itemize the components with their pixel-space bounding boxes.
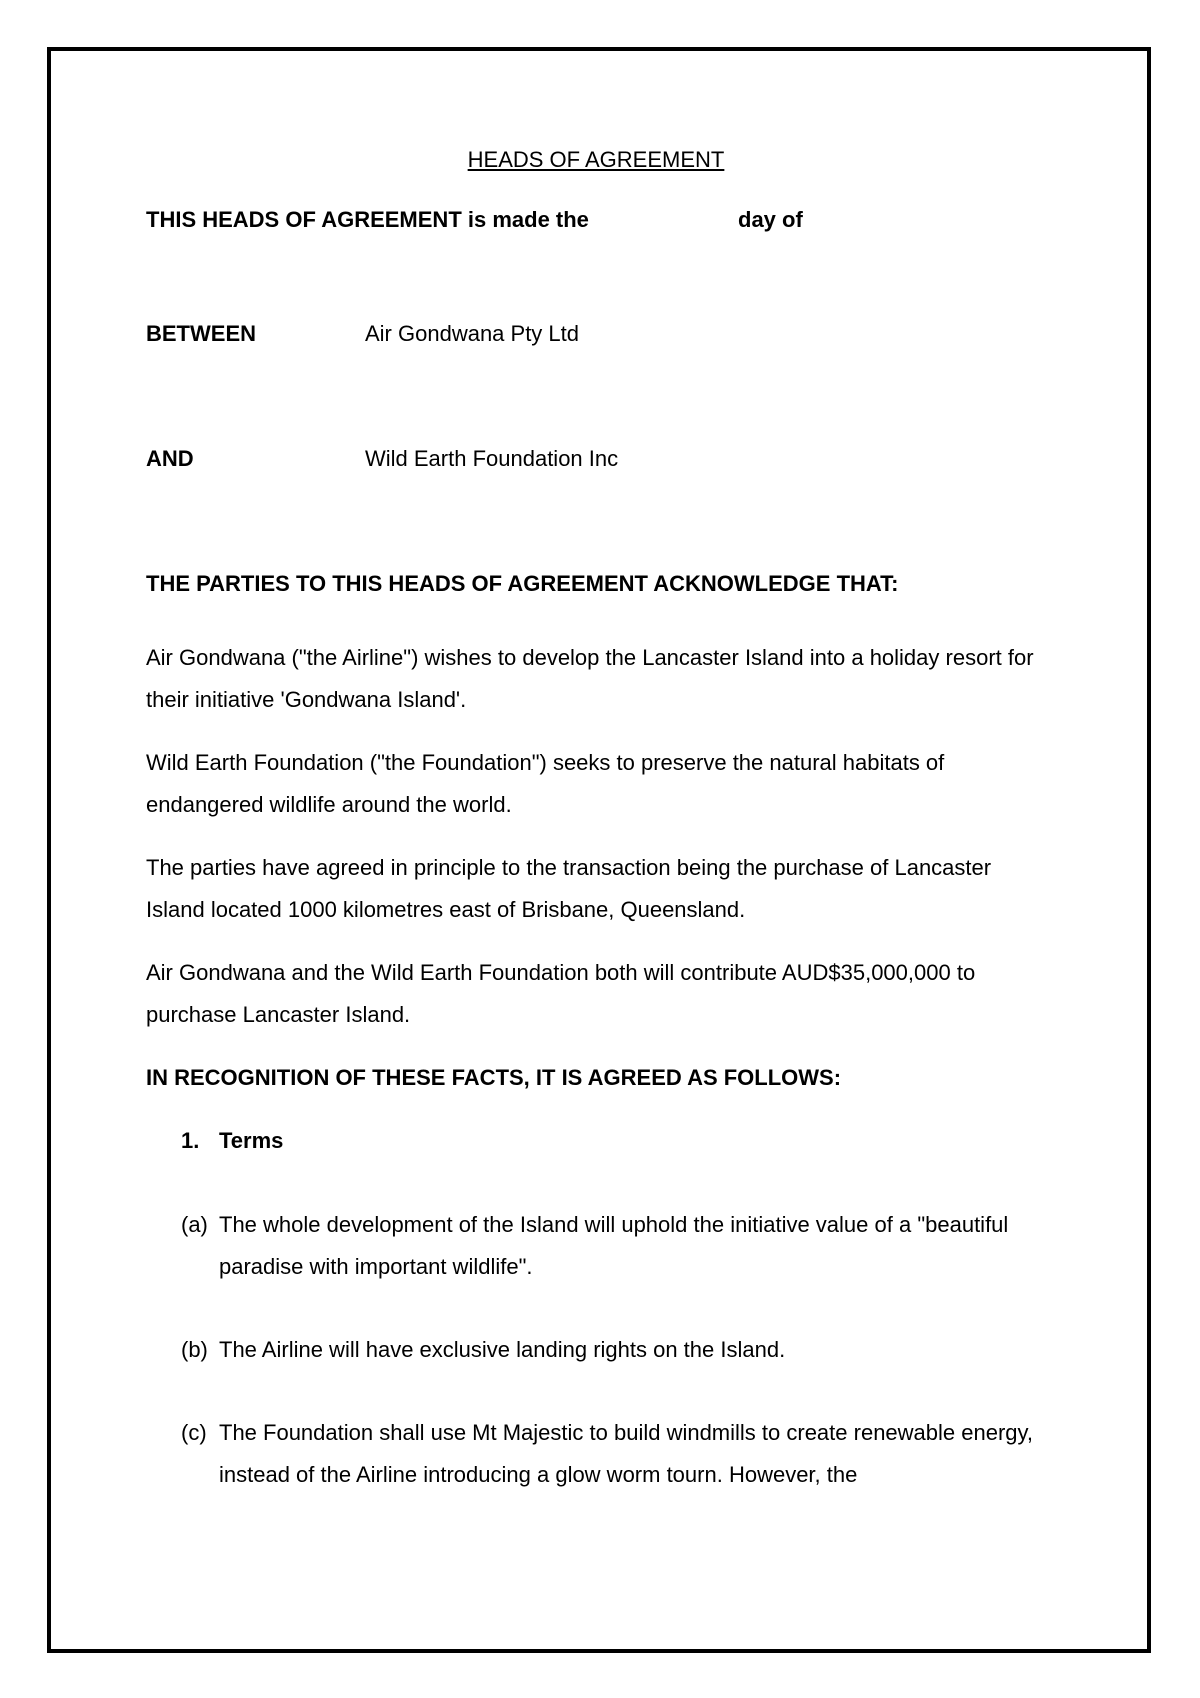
party-name-airline: Air Gondwana Pty Ltd: [365, 321, 580, 346]
agreed-heading: IN RECOGNITION OF THESE FACTS, IT IS AGREED AS FOLLOWS:: [146, 1065, 842, 1090]
clause-b-text: The Airline will have exclusive landing rights on the Island.: [219, 1337, 786, 1362]
party-role-and: AND: [146, 446, 194, 471]
clause-a: [181, 1204, 1061, 1288]
section-number: 1.: [181, 1128, 200, 1153]
party-name-foundation: Wild Earth Foundation Inc: [365, 446, 619, 471]
document-title: HEADS OF AGREEMENT: [467, 147, 725, 172]
recital-2: Wild Earth Foundation ("the Foundation") seeks to preserve the natural habitats of endangered wildlife around the world.: [146, 750, 945, 817]
acknowledge-heading: THE PARTIES TO THIS HEADS OF AGREEMENT ACKNOWLEDGE THAT:: [146, 571, 899, 596]
clause-b: [181, 1329, 1061, 1371]
recital-3: The parties have agreed in principle to the transaction being the purchase of Lancaster Island located 1000 kilometres east of Brisbane, Queensland.: [146, 855, 992, 922]
clause-b-label: (b): [181, 1337, 208, 1362]
clause-c: [181, 1412, 1061, 1496]
intro-lead: THIS HEADS OF AGREEMENT is made the: [146, 207, 589, 232]
clause-c-text: The Foundation shall use Mt Majestic to build windmills to create renewable energy, instead of the Airline introducing a glow worm tourn. However, the: [219, 1420, 1033, 1487]
recital-1: Air Gondwana ("the Airline") wishes to develop the Lancaster Island into a holiday resort for their initiative 'Gondwana Island'.: [146, 645, 1034, 712]
clause-a-label: (a): [181, 1212, 208, 1237]
intro-day-of: day of: [738, 207, 803, 232]
recital-4: Air Gondwana and the Wild Earth Foundation both will contribute AUD$35,000,000 to purchase Lancaster Island.: [146, 960, 976, 1027]
clause-c-label: (c): [181, 1420, 207, 1445]
party-role-between: BETWEEN: [146, 321, 256, 346]
section-title: Terms: [219, 1128, 284, 1153]
clause-a-text: The whole development of the Island will uphold the initiative value of a "beautiful paradise with important wildlife".: [219, 1212, 1009, 1279]
